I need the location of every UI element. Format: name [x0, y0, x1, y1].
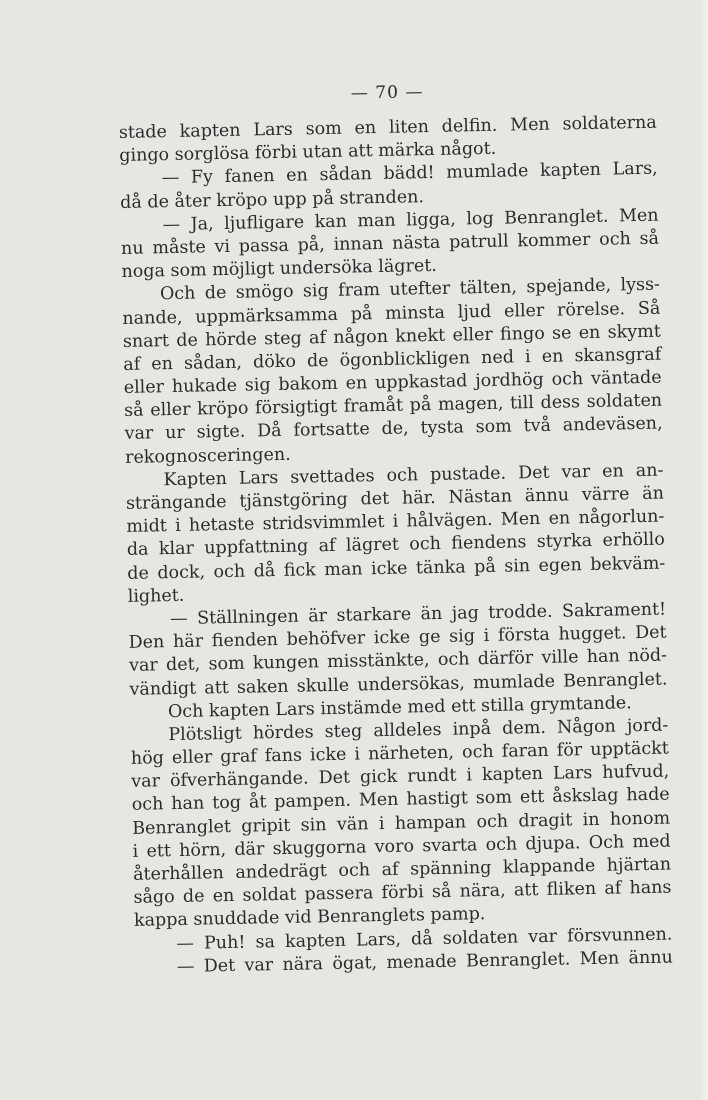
text-line: sågo de en soldat passera förbi så nära, att fliken af hans	[133, 877, 672, 909]
page-edge	[700, 0, 708, 1100]
text-line: — Det var nära ögat, menade Benranglet. Men ännu	[176, 947, 673, 977]
text-line: da klar uppfattning af lägret och fiendens styrka erhöllo	[126, 529, 665, 561]
text-line: kappa snuddade vid Benranglets pamp.	[133, 904, 486, 932]
text-line: snart de hörde steg af någon knekt eller fingo se en skymt	[122, 321, 661, 352]
text-line: stade kapten Lars som en liten delfin. Men soldaterna	[118, 112, 657, 143]
text-line: så eller kröpo försigtigt framåt på magen, till dess soldaten	[124, 390, 663, 422]
text-body	[119, 112, 673, 980]
text-line: Kapten Lars svettades och pustade. Det var en an-	[163, 460, 664, 491]
text-line: Den här fienden behöfver icke ge sig i första hugget. Det	[128, 622, 667, 654]
text-line: återhållen andedrägt och af spänning klappande hjärtan	[132, 854, 672, 885]
text-line: nu måste vi passa på, innan nästa patrull kommer och så	[120, 228, 660, 259]
text-line: då de åter kröpo upp på stranden.	[120, 186, 425, 213]
text-line: vändigt att saken skulle undersökas, mumlade Benranglet.	[129, 669, 668, 700]
text-line: Benranglet gripit sin vän i hampan och dragit in honom	[132, 808, 671, 839]
text-line: lighet.	[127, 585, 185, 607]
text-line: af en sådan, döko de ögonblickligen ned i en skansgraf	[123, 344, 662, 375]
text-line: midt i hetaste stridsvimmlet i hålvägen. Men en någorlun-	[126, 506, 665, 538]
text-line: och han tog åt pampen. Men hastigt som ett åskslag hade	[131, 784, 670, 816]
text-line: strängande tjänstgöring det här. Nästan ännu värre än	[125, 483, 665, 514]
text-line: var ur sigte. Då fortsatte de, tysta som två andeväsen,	[124, 414, 663, 445]
text-line: hög eller graf fans icke i närheten, och faran för upptäckt	[130, 738, 669, 769]
text-line: gingo sorglösa förbi utan att märka något.	[119, 138, 497, 167]
text-line: i ett hörn, där skuggorna voro svarta och djupa. Och med	[132, 831, 671, 862]
text-line: Och de smögo sig fram utefter tälten, spejande, lyss-	[159, 274, 661, 305]
text-line: eller hukade sig bakom en uppkastad jordhög och väntade	[123, 367, 662, 399]
text-line: — Fy fanen en sådan bädd! mumlade kapten Lars,	[161, 159, 658, 189]
text-line: Plötsligt hördes steg alldeles inpå dem. Någon jord-	[168, 715, 669, 746]
text-line: Och kapten Lars instämde med ett stilla grymtande.	[167, 692, 632, 722]
text-line: — Ställningen är starkare än jag trodde. Sakrament!	[170, 599, 667, 630]
text-line: — Ja, ljufligare kan man ligga, log Benranglet. Men	[162, 205, 659, 235]
text-line: var det, som kungen misstänkte, och därför ville han nöd-	[128, 645, 668, 677]
page-content	[118, 78, 673, 980]
text-line: noga som möjligt undersöka lägret.	[121, 256, 438, 283]
text-line: — Puh! sa kapten Lars, då soldaten var försvunnen.	[176, 924, 673, 954]
text-line: var öfverhängande. Det gick rundt i kapten Lars hufvud,	[131, 761, 670, 793]
text-line: nande, uppmärksamma på minsta ljud eller rörelse. Så	[122, 298, 661, 329]
text-line: de dock, och då fick man icke tänka på sin egen bekväm-	[127, 553, 666, 584]
page-number: — 70 —	[350, 82, 424, 104]
text-line: rekognosceringen.	[124, 444, 291, 468]
